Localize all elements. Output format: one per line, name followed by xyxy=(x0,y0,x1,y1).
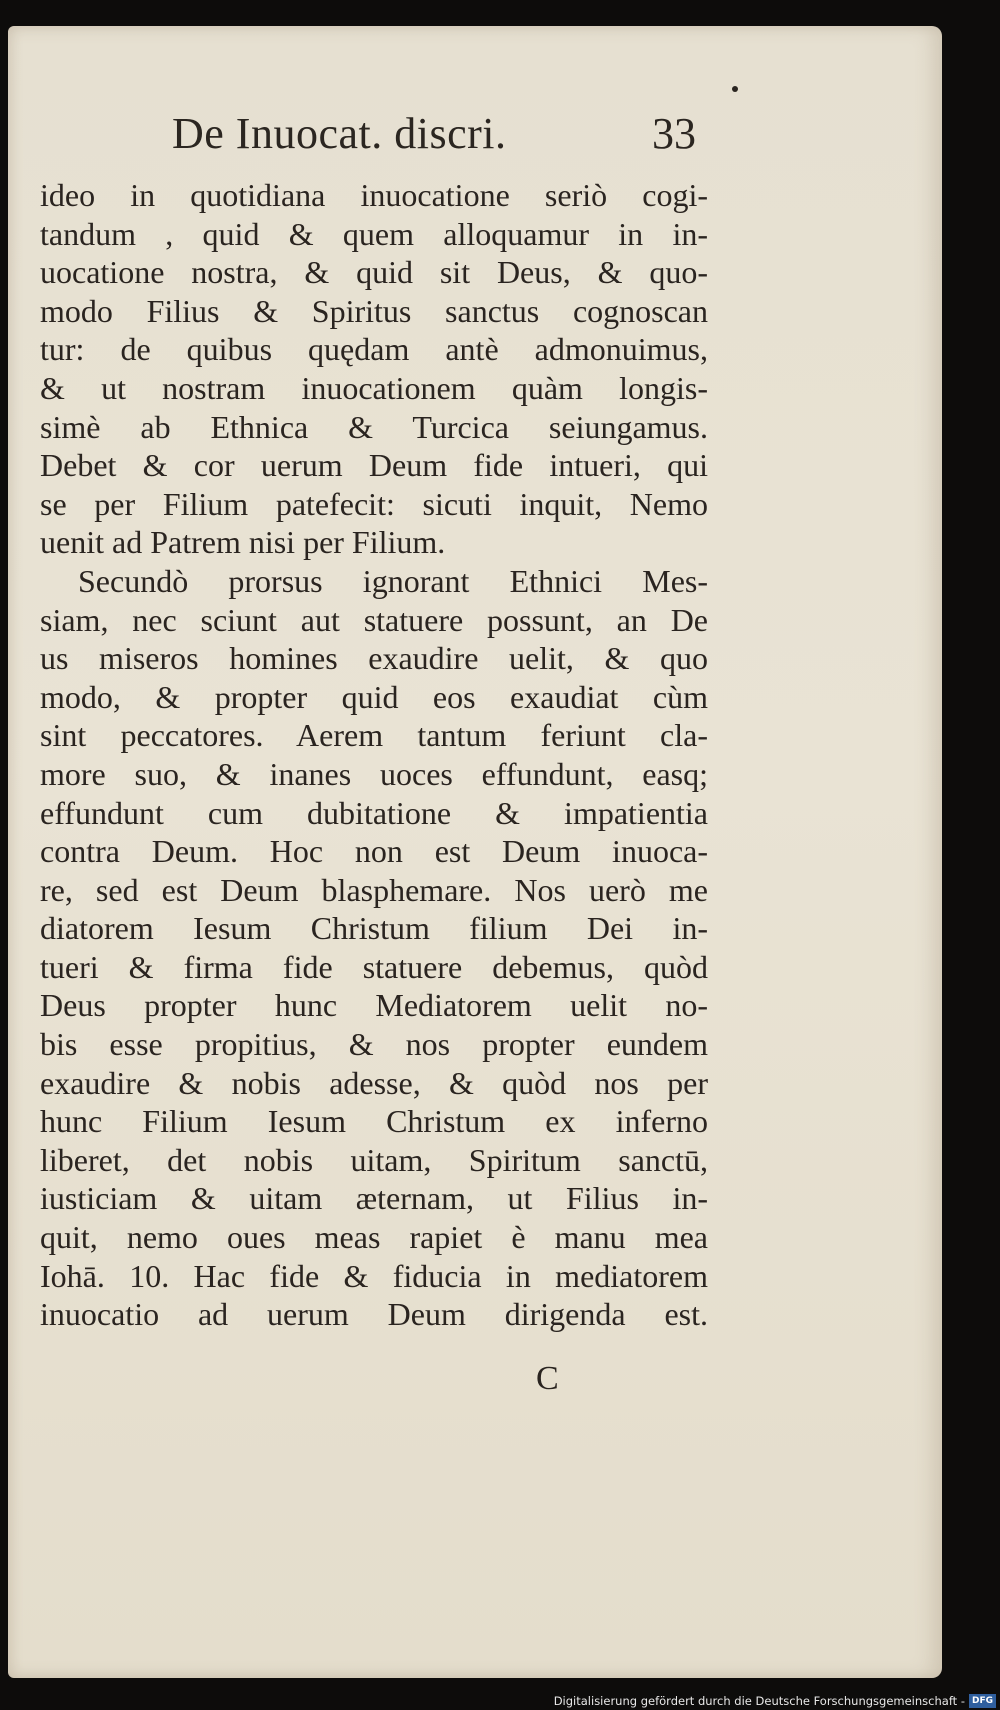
dfg-logo-icon: DFG xyxy=(969,1694,996,1708)
text-line: diatorem Iesum Christum filium Dei in- xyxy=(40,910,708,947)
text-line: modo, & propter quid eos exaudiat cùm xyxy=(40,678,708,715)
text-line: us miseros homines exaudire uelit, & quo xyxy=(40,640,708,677)
text-line: sint peccatores. Aerem tantum feriunt cla- xyxy=(40,717,708,754)
text-line: tandum , quid & quem alloquamur in in- xyxy=(40,215,708,252)
text-line: se per Filium patefecit: sicuti inquit, Nemo xyxy=(40,485,708,522)
digitization-credit xyxy=(554,1694,996,1708)
body-text xyxy=(40,176,708,1334)
text-line: liberet, det nobis uitam, Spiritum sanctū, xyxy=(40,1141,708,1178)
text-line: Debet & cor uerum Deum fide intueri, qui xyxy=(40,447,708,484)
text-line: simè ab Ethnica & Turcica seiungamus. xyxy=(40,408,708,445)
text-line: effundunt cum dubitatione & impatientia xyxy=(40,794,708,831)
text-line: tueri & firma fide statuere debemus, quòd xyxy=(40,948,708,985)
text-line: uenit ad Patrem nisi per Filium. xyxy=(40,524,446,561)
text-line: exaudire & nobis adesse, & quòd nos per xyxy=(40,1064,708,1101)
signature-mark: C xyxy=(536,1360,559,1397)
text-line: ideo in quotidiana inuocatione seriò cogi- xyxy=(40,177,708,213)
text-line: hunc Filium Iesum Christum ex inferno xyxy=(40,1103,708,1140)
text-line: inuocatio ad uerum Deum dirigenda est. xyxy=(40,1296,708,1333)
book-page xyxy=(8,26,942,1678)
page-header xyxy=(8,108,942,168)
text-line: re, sed est Deum blasphemare. Nos uerò me xyxy=(40,871,708,908)
text-line: & ut nostram inuocationem quàm longis- xyxy=(40,369,708,406)
text-line: bis esse propitius, & nos propter eundem xyxy=(40,1026,708,1063)
text-line: siam, nec sciunt aut statuere possunt, an De xyxy=(40,601,708,638)
text-line: Deus propter hunc Mediatorem uelit no- xyxy=(40,987,708,1024)
running-head: De Inuocat. discri. xyxy=(172,109,507,158)
text-line: tur: de quibus quędam antè admonuimus, xyxy=(40,331,708,368)
text-line: contra Deum. Hoc non est Deum inuoca- xyxy=(40,833,708,870)
text-line: Iohā. 10. Hac fide & fiducia in mediatorem xyxy=(40,1257,708,1294)
text-line: quit, nemo oues meas rapiet è manu mea xyxy=(40,1219,708,1256)
text-line: more suo, & inanes uoces effundunt, easq; xyxy=(40,755,708,792)
ink-speck xyxy=(732,86,738,92)
text-line: modo Filius & Spiritus sanctus cognoscan xyxy=(40,292,708,329)
text-line: uocatione nostra, & quid sit Deus, & quo- xyxy=(40,254,708,291)
page-number: 33 xyxy=(652,109,696,158)
paragraph-start-line: Secundò prorsus ignorant Ethnici Mes- xyxy=(78,562,708,599)
credit-text: Digitalisierung gefördert durch die Deutsche Forschungsgemeinschaft - xyxy=(553,1694,965,1708)
text-line: iusticiam & uitam æternam, ut Filius in- xyxy=(40,1180,708,1217)
